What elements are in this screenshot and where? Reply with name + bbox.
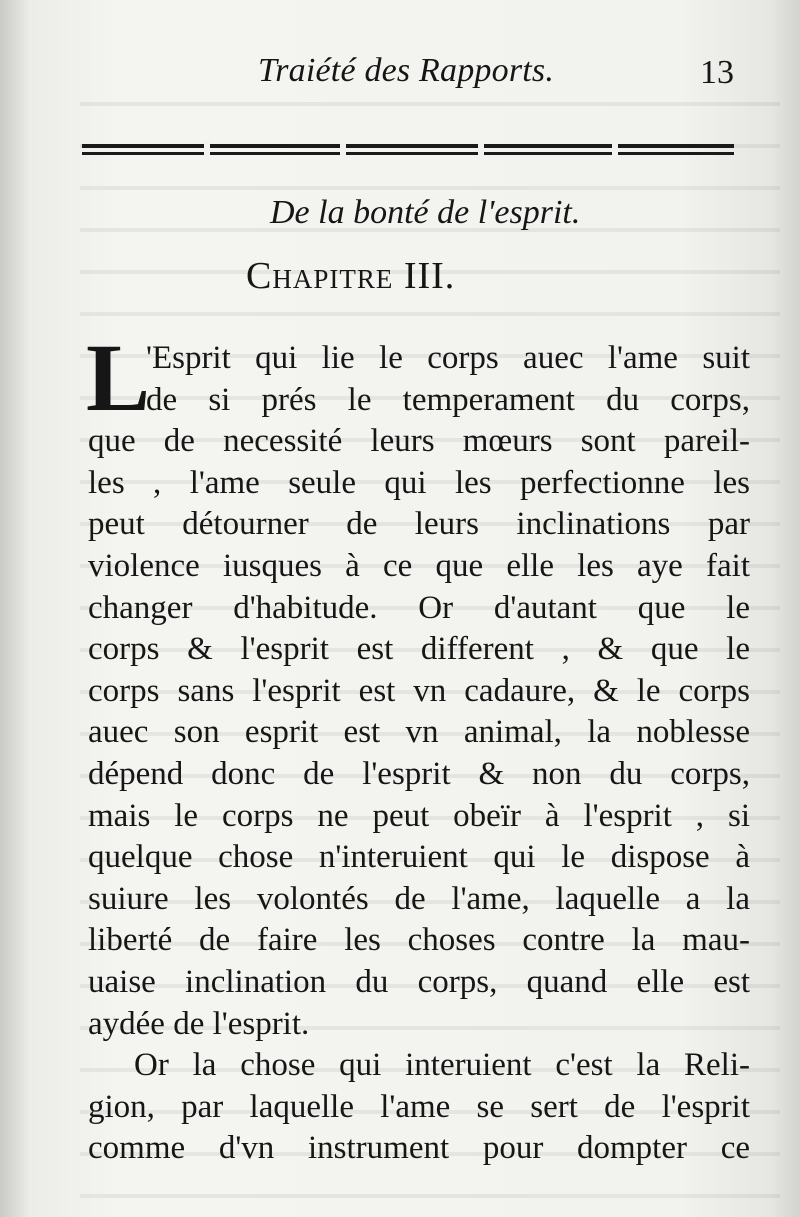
text-line: quelque chose n'interuient qui le dispose à <box>88 839 750 876</box>
text-line: 'Esprit qui lie le corps auec l'ame suit <box>146 340 750 376</box>
text-line: que de necessité leurs mœurs sont pareil- <box>88 423 750 460</box>
chapter-heading: Chapitre III. <box>246 255 456 297</box>
text-line: liberté de faire les choses contre la mau- <box>88 922 750 959</box>
ornamental-rule <box>82 140 734 162</box>
text-line: corps sans l'esprit est vn cadaure, & le corps <box>88 672 750 709</box>
text-line: Or la chose qui interuient c'est la Reli- <box>134 1047 750 1084</box>
text-line: aydée de l'esprit. <box>88 1005 310 1042</box>
text-line: corps & l'esprit est different , & que le <box>88 631 750 668</box>
running-head: Traiété des Rapports. <box>258 52 555 89</box>
text-line: auec son esprit est vn animal, la noblesse <box>88 714 750 751</box>
text-line: changer d'habitude. Or d'autant que le <box>88 589 750 626</box>
text-line: comme d'vn instrument pour dompter ce <box>88 1130 750 1167</box>
page-number: 13 <box>700 54 734 91</box>
text-line: peut détourner de leurs inclinations par <box>88 506 750 543</box>
text-line: gion, par laquelle l'ame se sert de l'esprit <box>88 1088 750 1125</box>
text-line: violence iusques à ce que elle les aye fait <box>88 547 750 584</box>
text-line: de si prés le temperament du corps, <box>146 381 750 418</box>
text-line: uaise inclination du corps, quand elle est <box>88 963 750 1000</box>
text-line: mais le corps ne peut obeïr à l'esprit , si <box>88 797 750 834</box>
text-line: suiure les volontés de l'ame, laquelle a la <box>88 880 750 917</box>
text-line: les , l'ame seule qui les perfectionne les <box>88 464 750 501</box>
text-line: dépend donc de l'esprit & non du corps, <box>88 755 750 792</box>
section-title: De la bonté de l'esprit. <box>270 194 581 231</box>
body-text <box>86 324 750 1170</box>
drop-cap: L <box>86 324 151 431</box>
